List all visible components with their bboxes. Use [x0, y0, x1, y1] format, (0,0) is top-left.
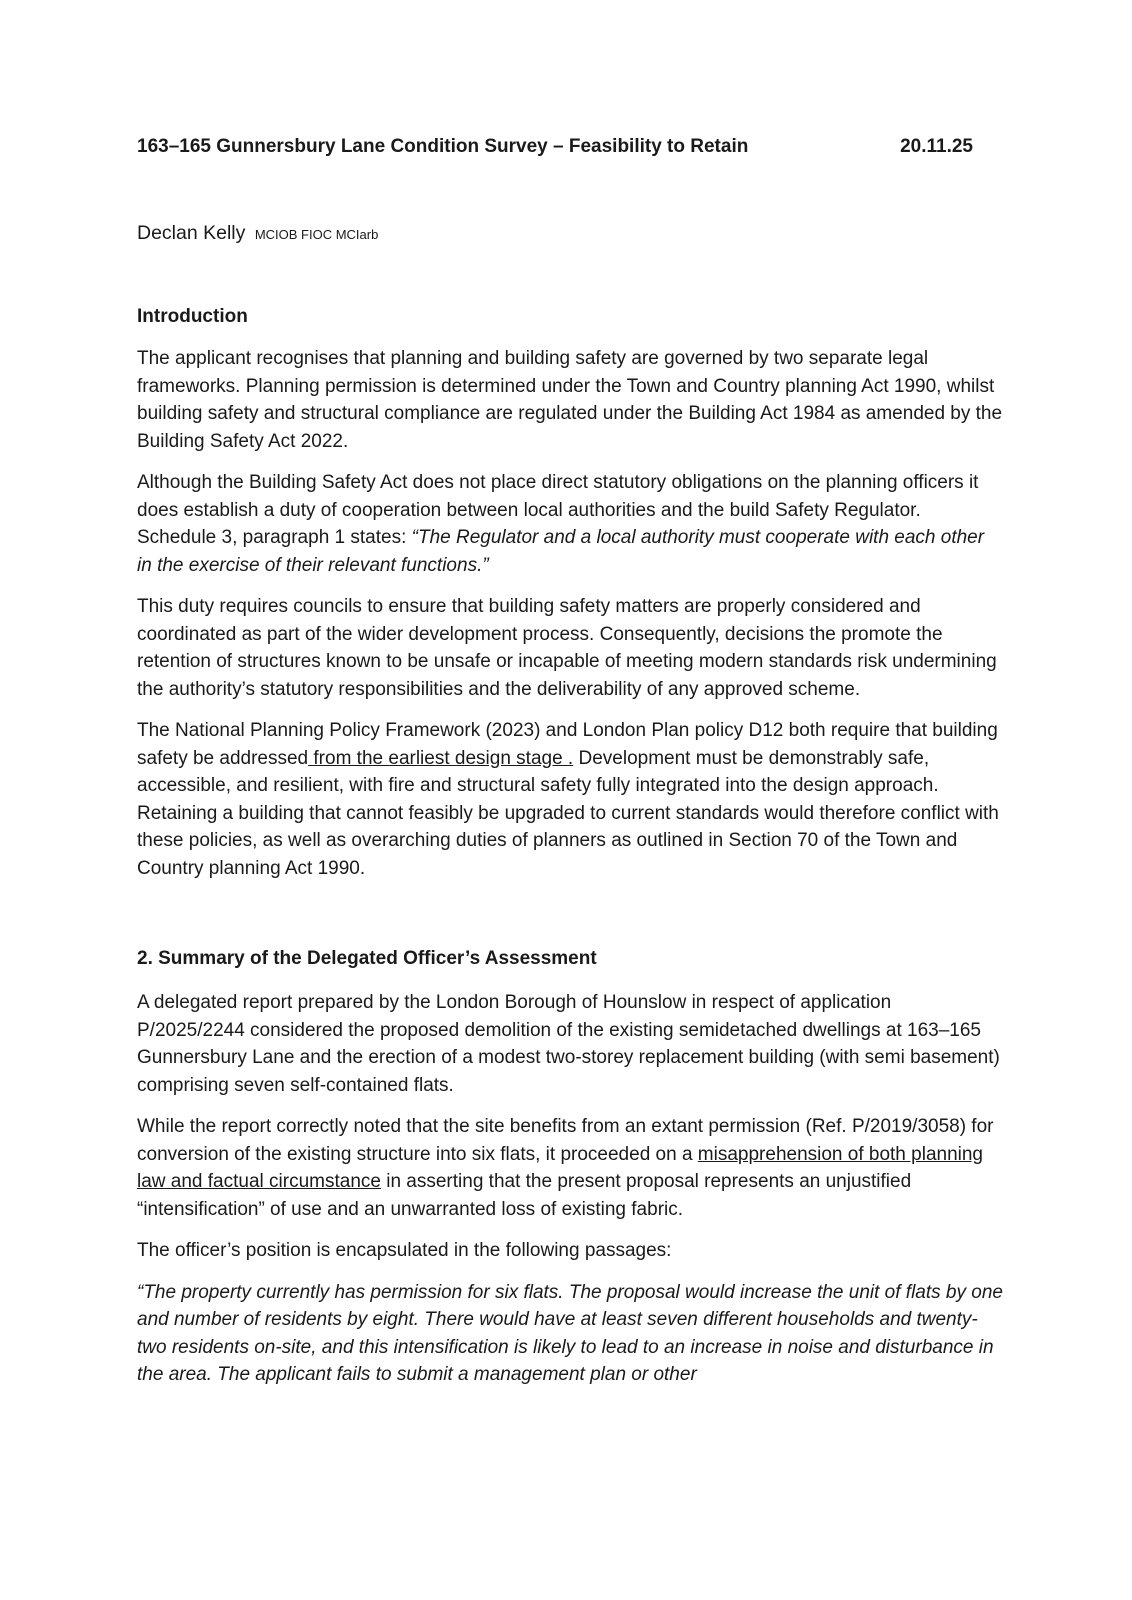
- intro-paragraph-3: This duty requires councils to ensure that building safety matters are properly considered and coordinated as part of the wider development process. Consequently, decisions the promote the retention of structures known to be unsafe or incapable of meeting modern standards risk undermining the authority’s statutory responsibilities and the deliverability of any approved scheme.: [137, 596, 997, 700]
- misapprehension-link[interactable]: misapprehension of both planning law and factual circumstance: [137, 1143, 984, 1192]
- document-date: 20.11.25: [900, 136, 973, 157]
- document-header: [137, 136, 973, 162]
- section-2-paragraph-3: The officer’s position is encapsulated in the following passages:: [137, 1240, 672, 1261]
- section-2-heading: 2. Summary of the Delegated Officer’s Assessment: [137, 948, 597, 969]
- intro-paragraph-4-after: Development must be demonstrably safe, accessible, and resilient, with fire and structural safety fully integrated into the design approach. Retaining a building that cannot feasibly be upgraded to current standards would therefore conflict with these policies, as well as overarching duties of planners as outlined in Section 70 of the Town and Country planning Act 1990.: [137, 747, 999, 879]
- intro-paragraph-4: [137, 717, 1003, 882]
- introduction-heading: Introduction: [137, 306, 248, 327]
- intro-paragraph-2: [137, 469, 1003, 579]
- document-title: 163–165 Gunnersbury Lane Condition Survey – Feasibility to Retain: [137, 136, 749, 157]
- intro-paragraph-2-text: Although the Building Safety Act does not place direct statutory obligations on the planning officers it does establish a duty of cooperation between local authorities and the build Safety Regulator. Schedule 3, paragraph 1 states:: [137, 472, 979, 548]
- regulator-quote: “The Regulator and a local authority must cooperate with each other in the exercise of their relevant functions.”: [137, 527, 985, 576]
- section-2-paragraph-1: A delegated report prepared by the London Borough of Hounslow in respect of application P/2025/2244 considered the proposed demolition of the existing semidetached dwellings at 163–165 Gunnersbury Lane and the erection of a modest two-storey replacement building (with semi basement) comprising seven self-contained flats.: [137, 992, 1000, 1096]
- author-credentials: MCIOB FIOC MCIarb: [254, 227, 379, 242]
- author-line: [137, 222, 378, 245]
- section-spacer: [137, 896, 1003, 946]
- author-name: Declan Kelly: [137, 222, 246, 244]
- earliest-design-stage-link[interactable]: from the earliest design stage .: [308, 747, 574, 769]
- document-body: [137, 304, 1003, 1403]
- section-2-paragraph-2-after: in asserting that the present proposal represents an unjustified “intensification” of use and an unwarranted loss of existing fabric.: [137, 1171, 912, 1220]
- section-2-paragraph-2: [137, 1113, 1003, 1223]
- intro-paragraph-4-before: The National Planning Policy Framework (2023) and London Plan policy D12 both require that building safety be addressed: [137, 720, 998, 769]
- officer-quote: “The property currently has permission for six flats. The proposal would increase the unit of flats by one and number of residents by eight. There would have at least seven different households and twenty-two residents on-site, and this intensification is likely to lead to an increase in noise and disturbance in the area. The applicant fails to submit a management plan or other: [137, 1281, 1003, 1385]
- section-2-paragraph-2-before: While the report correctly noted that the site benefits from an extant permission (Ref. P/2019/3058) for conversion of the existing structure into six flats, it proceeded on a: [137, 1116, 994, 1165]
- intro-paragraph-1: The applicant recognises that planning and building safety are governed by two separate legal frameworks. Planning permission is determined under the Town and Country planning Act 1990, whilst building safety and structural compliance are regulated under the Building Act 1984 as amended by the Building Safety Act 2022.: [137, 348, 1003, 452]
